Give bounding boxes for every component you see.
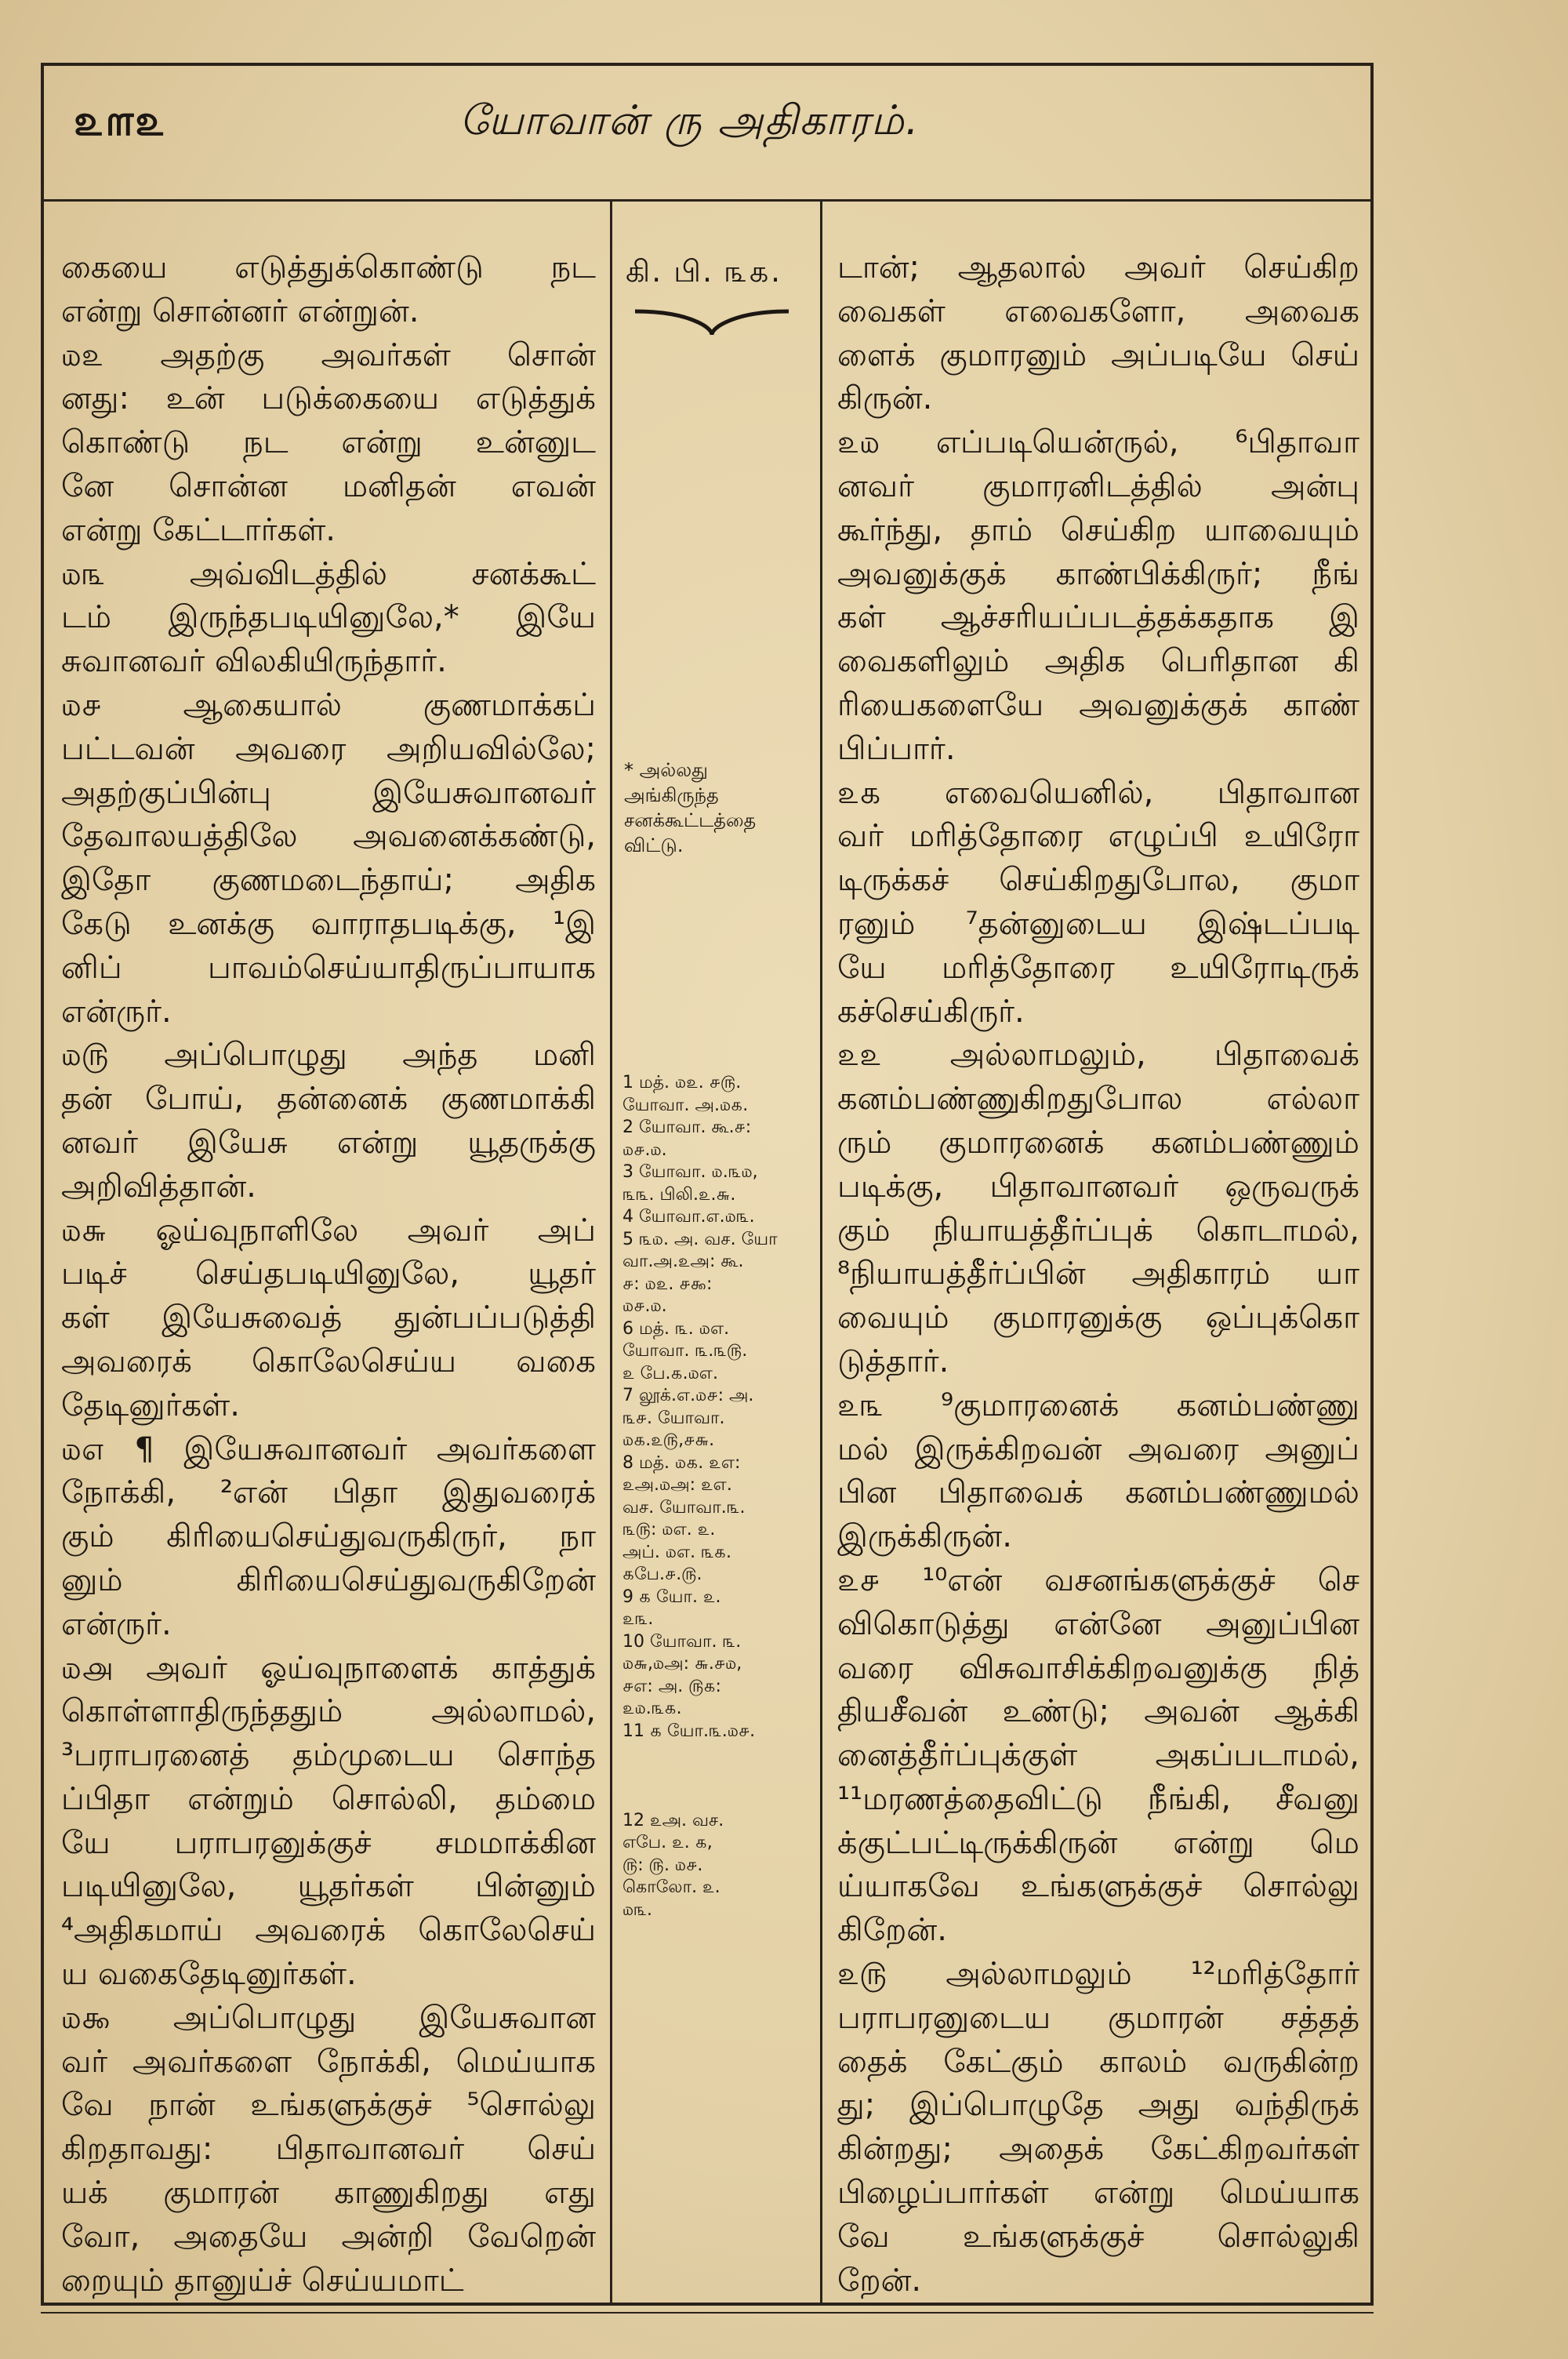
cross-reference-line: ௰௩.	[622, 1899, 652, 1920]
reference-gap	[622, 1787, 807, 1810]
right-column-line: ரும் குமாரனைக் கனம்பண்ணும்	[837, 1124, 1359, 1161]
right-column-line: படிக்கு, பிதாவானவர் ஒருவருக்	[837, 1168, 1359, 1205]
right-column-line: வையும் குமாரனுக்கு ஒப்புக்கொ	[837, 1299, 1359, 1336]
left-column-line: வே நான் உங்களுக்குச் ⁵சொல்லு	[61, 2087, 596, 2124]
left-column-line: பட்டவன் அவரை அறியவில்லே;	[61, 730, 596, 767]
left-column-line: னும் கிரியைசெய்துவருகிறேன்	[61, 1561, 596, 1598]
cross-reference-line: 1 மத். ௰௨. ௪௫.	[622, 1073, 742, 1092]
cross-reference-line: ௩௩. பிலி.௨.௬.	[622, 1184, 736, 1205]
left-column-line: படிச் செய்தபடியினுலே, யூதர்	[61, 1256, 596, 1292]
right-column-line: டுத்தார்.	[837, 1343, 949, 1379]
page-frame	[41, 63, 1374, 2306]
right-column-line: ¹¹மரணத்தைவிட்டு நீங்கி, சீவனு	[837, 1780, 1359, 1817]
cross-reference-line: 3 யோவா. ௰.௩௰,	[622, 1162, 758, 1182]
cross-reference-line: 11 ௧ யோ.௩.௰௪.	[622, 1721, 756, 1741]
left-column-line: சுவானவர் விலகியிருந்தார்.	[61, 643, 447, 680]
right-column-line: ⁸நியாயத்தீர்ப்பின் அதிகாரம் யா	[837, 1256, 1359, 1292]
right-column-line: வரை விசுவாசிக்கிறவனுக்கு நித்	[837, 1649, 1359, 1686]
right-column-line: கிறேன்.	[837, 1912, 947, 1949]
left-column-line: ப்பிதா என்றும் சொல்லி, தம்மை	[61, 1780, 596, 1817]
cross-reference-line: எபே. ௨. ௧,	[622, 1833, 713, 1852]
left-column-line: படியினுலே, யூதர்கள் பின்னும்	[61, 1868, 596, 1905]
right-column-line: கூர்ந்து, தாம் செய்கிற யாவையும்	[837, 511, 1359, 548]
left-column-line: ௰௮ அவர் ஓய்வுநாளைக் காத்துக்	[61, 1649, 596, 1686]
left-column-line: னே சொன்ன மனிதன் எவன்	[61, 467, 596, 504]
cross-reference-line: 5 ௩௰. அ. வச. யோ	[622, 1229, 778, 1249]
right-column-line: கனம்பண்ணுகிறதுபோல எல்லா	[837, 1081, 1359, 1118]
right-column-line: பின பிதாவைக் கனம்பண்ணுமல்	[837, 1474, 1359, 1511]
right-column-line: க்குட்பட்டிருக்கிருன் என்று மெ	[837, 1824, 1359, 1861]
right-column-line: வர் மரித்தோரை எழுப்பி உயிரோ	[837, 818, 1359, 855]
right-column-line: மல் இருக்கிறவன் அவரை அனுப்	[837, 1430, 1359, 1467]
cross-reference-line: 12 ௨அ. வச.	[622, 1810, 724, 1830]
left-column-line: தன் போய், தன்னைக் குணமாக்கி	[61, 1081, 596, 1118]
cross-reference-line: அப். ௰எ. ௩௧.	[622, 1542, 731, 1562]
right-column-line: அவனுக்குக் காண்பிக்கிருர்; நீங்	[837, 555, 1359, 592]
left-column-line: தேவாலயத்திலே அவனைக்கண்டு,	[61, 818, 596, 855]
left-column-line: னது: உன் படுக்கையை எடுத்துக்	[61, 380, 596, 417]
left-column-line: கேடு உனக்கு வாராதபடிக்கு, ¹இ	[61, 905, 596, 942]
left-column-line: ௰௩ அவ்விடத்தில் சனக்கூட்	[61, 555, 596, 592]
left-column-line: என்று கேட்டார்கள்.	[61, 511, 336, 548]
right-column	[820, 199, 1374, 2303]
left-column-line: தேடினுர்கள்.	[61, 1387, 240, 1423]
right-column-line: யே மரித்தோரை உயிரோடிருக்	[837, 949, 1359, 986]
cross-reference-line: ௫: ௫. ௰௪.	[622, 1855, 703, 1875]
left-column-line: என்ருர்.	[61, 993, 172, 1030]
cross-reference-line: யோவா. அ.௰௧.	[622, 1095, 749, 1115]
left-column-line: வோ, அதையே அன்றி வேறென்	[61, 2218, 596, 2255]
right-column-line: ரனும் ⁷தன்னுடைய இஷ்டப்படி	[837, 905, 1359, 942]
ornament-brace	[633, 305, 790, 336]
right-column-line: னைத்தீர்ப்புக்குள் அகப்படாமல்,	[837, 1737, 1359, 1774]
cross-reference-line: வா.அ.௨அ: கூ.	[622, 1252, 744, 1271]
left-column-line: ௰௨ அதற்கு அவர்கள் சொன்	[61, 336, 596, 373]
right-column-line: டான்; ஆதலால் அவர் செய்கிற	[837, 249, 1359, 285]
left-column-line: அவரைக் கொலேசெய்ய வகை	[61, 1343, 596, 1379]
right-column-line: தைக் கேட்கும் காலம் வருகின்ற	[837, 2043, 1359, 2080]
left-column-line: என்று சொன்னர் என்றுன்.	[61, 293, 419, 329]
left-column-line: யக் குமாரன் காணுகிறது எது	[61, 2175, 596, 2212]
left-column-line: னிப் பாவம்செய்யாதிருப்பாயாக	[61, 949, 596, 986]
right-column-line: வே உங்களுக்குச் சொல்லுகி	[837, 2218, 1359, 2255]
cross-reference-line: ௩௫: ௰எ. ௨.	[622, 1520, 716, 1539]
cross-reference-line: ௪: ௰௨. ௪௯:	[622, 1274, 713, 1294]
left-column-line: றையும் தானுய்ச் செய்யமாட்	[61, 2262, 464, 2299]
cross-reference-line: ௪எ: அ. ௫௧:	[622, 1676, 721, 1696]
left-column-line: அறிவித்தான்.	[61, 1168, 256, 1205]
left-column-line: வர் அவர்களை நோக்கி, மெய்யாக	[61, 2043, 596, 2080]
cross-reference-line: கொலோ. ௨.	[622, 1877, 720, 1897]
right-column-line: பராபரனுடைய குமாரன் சத்தத்	[837, 1999, 1359, 2036]
cross-reference-line: வச. யோவா.௩.	[622, 1497, 746, 1518]
right-column-line: ௨௪ ¹⁰என் வசனங்களுக்குச் செ	[837, 1561, 1359, 1598]
reference-gap	[622, 1743, 807, 1765]
right-column-line: டிருக்கச் செய்கிறதுபோல, குமா	[837, 862, 1359, 899]
right-column-line: ளைக் குமாரனும் அப்படியே செய்	[837, 336, 1359, 373]
cross-reference-line: ௰௬,௰அ: ௬.௪௰,	[622, 1654, 742, 1674]
right-column-line: கிருன்.	[837, 380, 933, 417]
page-header	[44, 66, 1370, 202]
left-column-line: என்ருர்.	[61, 1605, 172, 1642]
cross-reference-line: யோவா. ௩.௩௫.	[622, 1341, 748, 1361]
running-title: யோவான் ரு அதிகாரம்.	[459, 97, 920, 144]
right-column-line: பிழைப்பார்கள் என்று மெய்யாக	[837, 2175, 1359, 2212]
right-column-line: வைகளிலும் அதிக பெரிதான கி	[837, 643, 1359, 680]
reference-gap	[622, 1765, 807, 1788]
left-column-line: இதோ குணமடைந்தாய்; அதிக	[61, 862, 596, 899]
cross-reference-line: 7 லூக்.எ.௰௪: அ.	[622, 1386, 754, 1405]
right-column-line: னவர் குமாரனிடத்தில் அன்பு	[837, 467, 1359, 504]
footnote-star: * அல்லது அங்கிருந்த சனக்கூட்டத்தை விட்டு.	[624, 759, 757, 856]
right-column-line: ௨௩ ⁹குமாரனைக் கனம்பண்ணு	[837, 1387, 1359, 1423]
left-column-line: ௰௫ அப்பொழுது அந்த மனி	[61, 1037, 596, 1074]
right-column-line: கின்றது; அதைக் கேட்கிறவர்கள்	[837, 2131, 1359, 2168]
cross-reference-line: 4 யோவா.எ.௰௩.	[622, 1207, 755, 1227]
right-column-line: பிப்பார்.	[837, 730, 956, 767]
left-column-line: ய வகைதேடினுர்கள்.	[61, 1956, 357, 1993]
left-column	[44, 199, 612, 2303]
right-column-line: இருக்கிருன்.	[837, 1518, 1012, 1555]
cross-reference-line: ௨௰.௩௧.	[622, 1699, 682, 1718]
cross-reference-line: ௧பே.௪.௫.	[622, 1565, 702, 1584]
left-column-line: ⁴அதிகமாய் அவரைக் கொலேசெய்	[61, 1912, 596, 1949]
cross-reference-line: 2 யோவா. கூ.௪:	[622, 1118, 752, 1137]
left-column-line: நோக்கி, ²என் பிதா இதுவரைக்	[61, 1474, 596, 1511]
right-column-line: ௨௨ அல்லாமலும், பிதாவைக்	[837, 1037, 1359, 1074]
right-column-line: வைகள் எவைகளோ, அவைக	[837, 293, 1359, 329]
right-column-text	[837, 246, 1359, 2303]
middle-column	[610, 199, 822, 2303]
right-column-line: விகொடுத்து என்னே அனுப்பின	[837, 1605, 1359, 1642]
cross-reference-line: ௨௩.	[622, 1609, 654, 1629]
cross-reference-line: 6 மத். ௩. ௰எ.	[622, 1318, 730, 1339]
cross-reference-line: 9 ௧ யோ. ௨.	[622, 1587, 721, 1607]
cross-reference-line: ௩௪. யோவா.	[622, 1408, 725, 1428]
left-column-line: ௰௪ ஆகையால் குணமாக்கப்	[61, 686, 596, 723]
right-column-line: ரியைகளையே அவனுக்குக் காண்	[837, 686, 1359, 723]
left-column-line: கொண்டு நட என்று உன்னுட	[61, 424, 596, 461]
page-number: ௨௱௨	[74, 96, 167, 145]
right-column-line: ௨௧ எவையெனில், பிதாவான	[837, 774, 1359, 811]
right-column-line: கச்செய்கிருர்.	[837, 993, 1025, 1030]
cross-reference-line: 10 யோவா. ௩.	[622, 1631, 742, 1652]
cross-reference-line: ௰௧.௨௫,௪௬.	[622, 1430, 715, 1450]
left-column-line: ௰௬ ஓய்வுநாளிலே அவர் அப்	[61, 1212, 596, 1249]
left-column-line: அதற்குப்பின்பு இயேசுவானவர்	[61, 774, 596, 811]
right-column-line: ௨௫ அல்லாமலும் ¹²மரித்தோர்	[837, 1956, 1359, 1993]
cross-reference-line: 8 மத். ௰௧. ௨எ:	[622, 1452, 741, 1473]
cross-reference-line: ௰௪.௰.	[622, 1140, 667, 1160]
left-column-line: டம் இருந்தபடியினுலே,* இயே	[61, 599, 596, 636]
middle-column-header: கி. பி. ௩௧.	[626, 254, 782, 289]
left-column-line: ³பராபரனைத் தம்முடைய சொந்த	[61, 1737, 596, 1774]
left-column-line: கிறதாவது: பிதாவானவர் செய்	[61, 2131, 596, 2168]
right-column-line: கும் நியாயத்தீர்ப்புக் கொடாமல்,	[837, 1212, 1359, 1249]
cross-reference-line: ௰௪.௰.	[622, 1296, 667, 1316]
right-column-line: கள் ஆச்சரியப்படத்தக்கதாக இ	[837, 599, 1359, 636]
left-column-line: கொள்ளாதிருந்ததும் அல்லாமல்,	[61, 1693, 596, 1730]
left-column-line: கையை எடுத்துக்கொண்டு நட	[61, 249, 596, 285]
left-column-line: னவர் இயேசு என்று யூதருக்கு	[61, 1124, 596, 1161]
left-column-text	[61, 246, 596, 2303]
right-column-line: ௨௰ எப்படியென்ருல், ⁶பிதாவா	[837, 424, 1359, 461]
right-column-line: து; இப்பொழுதே அது வந்திருக்	[837, 2087, 1359, 2124]
left-column-line: கள் இயேசுவைத் துன்பப்படுத்தி	[61, 1299, 596, 1336]
left-column-line: கும் கிரியைசெய்துவருகிருர், நா	[61, 1518, 596, 1555]
right-column-line: ய்யாகவே உங்களுக்குச் சொல்லு	[837, 1868, 1359, 1905]
cross-reference-line: ௨ பே.௧.௰எ.	[622, 1363, 718, 1383]
left-column-line: ௰௯ அப்பொழுது இயேசுவான	[61, 1999, 596, 2036]
bottom-rule	[41, 2312, 1374, 2314]
left-column-line: ௰௭ ¶ இயேசுவானவர் அவர்களை	[61, 1430, 596, 1467]
cross-references	[622, 1072, 807, 1921]
cross-reference-line: ௨அ.௰அ: ௨எ.	[622, 1475, 732, 1495]
right-column-line: றேன்.	[837, 2262, 922, 2299]
right-column-line: தியசீவன் உண்டு; அவன் ஆக்கி	[837, 1693, 1359, 1730]
left-column-line: யே பராபரனுக்குச் சமமாக்கின	[61, 1824, 596, 1861]
